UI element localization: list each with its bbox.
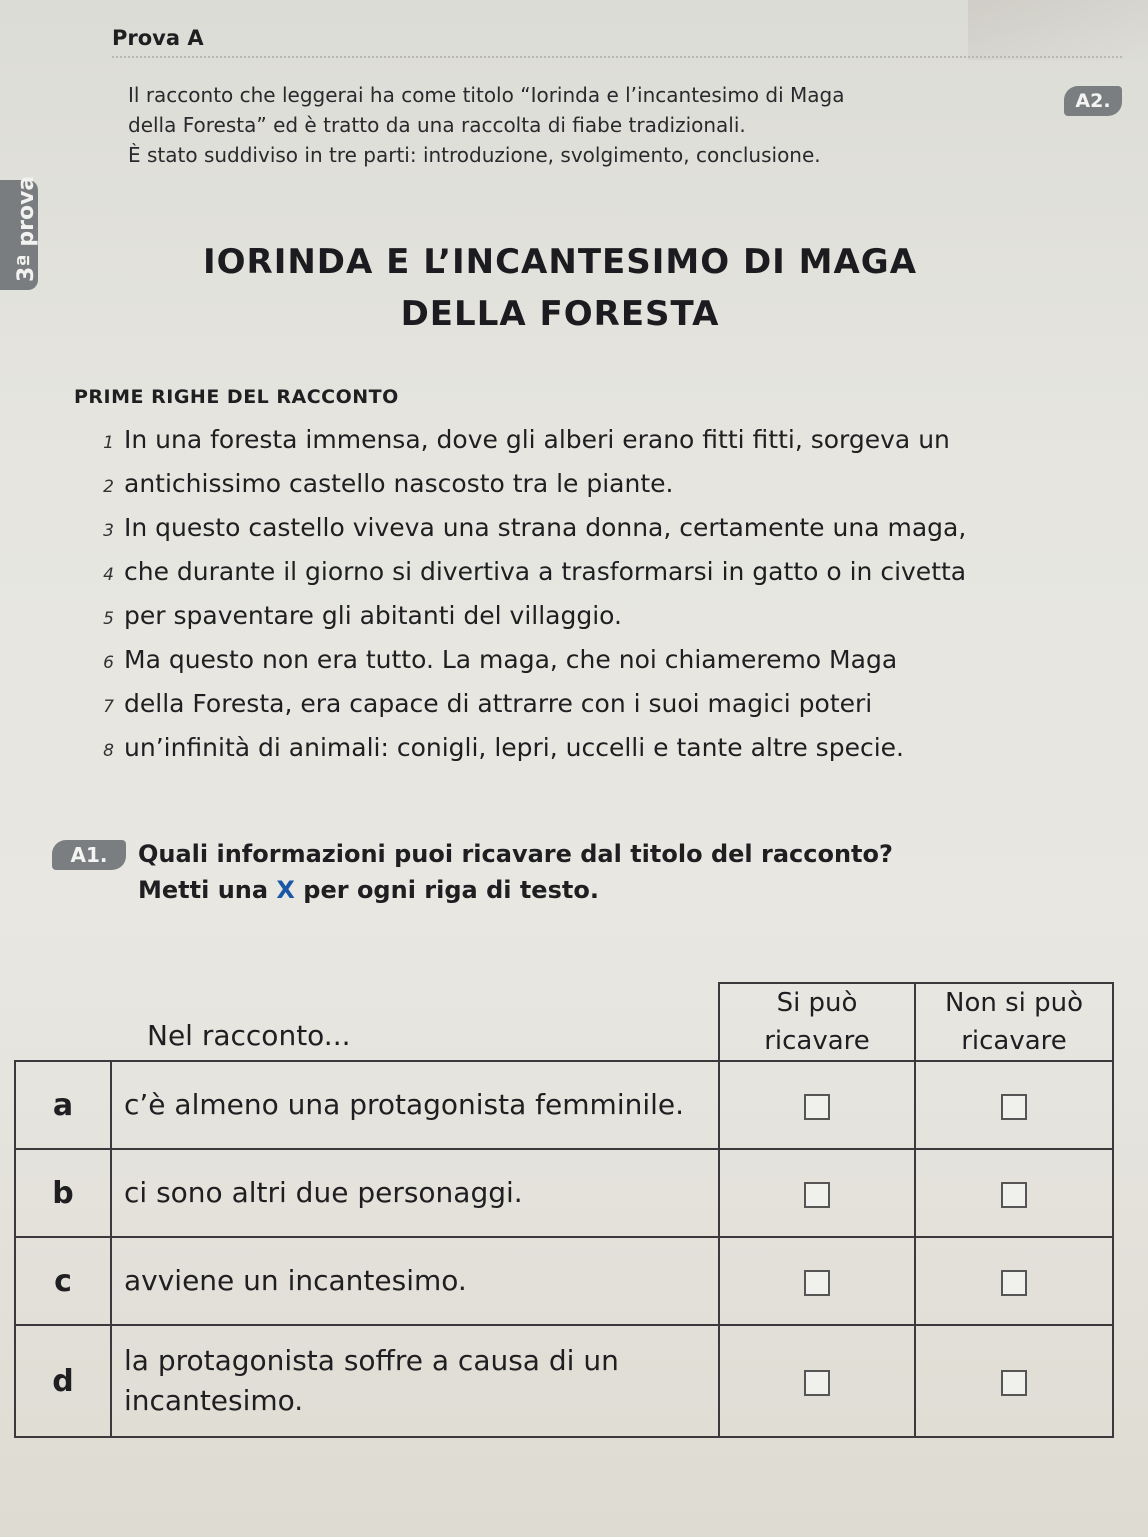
table-row	[15, 1061, 1113, 1149]
cell-no	[915, 1149, 1113, 1237]
table-header-row	[15, 983, 1113, 1061]
table-row	[15, 1325, 1113, 1437]
row-letter: b	[15, 1149, 111, 1237]
intro-paragraph	[128, 80, 998, 170]
line-number: 5	[103, 609, 114, 629]
checkbox-yes[interactable]	[804, 1370, 830, 1396]
question-post: per ogni riga di testo.	[303, 876, 599, 904]
cell-no	[915, 1061, 1113, 1149]
header-title: Prova A	[112, 26, 204, 50]
row-statement: la protagonista soffre a causa di un incantesimo.	[111, 1325, 719, 1437]
line-text: un’infinità di animali: conigli, lepri, uccelli e tante altre specie.	[124, 733, 904, 762]
row-letter: c	[15, 1237, 111, 1325]
cell-no	[915, 1325, 1113, 1437]
line-number: 6	[103, 653, 114, 673]
cell-yes	[719, 1061, 915, 1149]
line-number: 2	[103, 477, 114, 497]
cell-yes	[719, 1149, 915, 1237]
line-number: 8	[103, 741, 114, 761]
line-number: 1	[103, 433, 114, 453]
x-mark-icon: X	[276, 876, 295, 904]
row-letter: d	[15, 1325, 111, 1437]
intro-line: della Foresta” ed è tratto da una raccolta di fiabe tradizionali.	[128, 113, 746, 137]
line-number: 7	[103, 697, 114, 717]
row-statement: ci sono altri due personaggi.	[111, 1149, 719, 1237]
badge-a2: A2.	[1064, 86, 1122, 116]
story-lines	[78, 418, 1078, 770]
column-header-yes: Si può ricavare	[719, 983, 915, 1061]
page-fold-shadow	[968, 0, 1148, 60]
story-line	[78, 506, 1078, 550]
answer-table	[14, 982, 1114, 1438]
story-line	[78, 594, 1078, 638]
checkbox-yes[interactable]	[804, 1270, 830, 1296]
line-text: antichissimo castello nascosto tra le piante.	[124, 469, 674, 498]
checkbox-yes[interactable]	[804, 1094, 830, 1120]
row-statement: avviene un incantesimo.	[111, 1237, 719, 1325]
story-line	[78, 418, 1078, 462]
line-text: della Foresta, era capace di attrarre con i suoi magici poteri	[124, 689, 873, 718]
checkbox-no[interactable]	[1001, 1182, 1027, 1208]
header-rule	[112, 56, 1122, 58]
question-prompt	[138, 836, 893, 908]
checkbox-no[interactable]	[1001, 1270, 1027, 1296]
line-text: In questo castello viveva una strana donna, certamente una maga,	[124, 513, 967, 542]
line-text: Ma questo non era tutto. La maga, che noi chiameremo Maga	[124, 645, 898, 674]
checkbox-yes[interactable]	[804, 1182, 830, 1208]
story-title-line1: IORINDA E L’INCANTESIMO DI MAGA	[202, 242, 918, 282]
table-header-main: Nel racconto...	[15, 983, 719, 1061]
side-tab-label: 3ª prova	[14, 175, 39, 282]
section-heading: PRIME RIGHE DEL RACCONTO	[74, 386, 399, 408]
cell-no	[915, 1237, 1113, 1325]
story-line	[78, 726, 1078, 770]
line-text: In una foresta immensa, dove gli alberi erano fitti fitti, sorgeva un	[124, 425, 950, 454]
table-row	[15, 1237, 1113, 1325]
story-line	[78, 638, 1078, 682]
line-text: che durante il giorno si divertiva a trasformarsi in gatto o in civetta	[124, 557, 967, 586]
question-line2	[138, 872, 893, 908]
line-text: per spaventare gli abitanti del villaggio.	[124, 601, 622, 630]
line-number: 4	[103, 565, 114, 585]
table-row	[15, 1149, 1113, 1237]
story-line	[78, 462, 1078, 506]
badge-a1: A1.	[52, 840, 126, 870]
row-statement: c’è almeno una protagonista femminile.	[111, 1061, 719, 1149]
intro-line: Il racconto che leggerai ha come titolo “Iorinda e l’incantesimo di Maga	[128, 83, 845, 107]
question-line1: Quali informazioni puoi ricavare dal titolo del racconto?	[138, 840, 893, 868]
cell-yes	[719, 1237, 915, 1325]
checkbox-no[interactable]	[1001, 1370, 1027, 1396]
story-title-line2: DELLA FORESTA	[400, 294, 720, 334]
line-number: 3	[103, 521, 114, 541]
cell-yes	[719, 1325, 915, 1437]
question-pre: Metti una	[138, 876, 269, 904]
story-line	[78, 550, 1078, 594]
row-letter: a	[15, 1061, 111, 1149]
checkbox-no[interactable]	[1001, 1094, 1027, 1120]
intro-line: È stato suddiviso in tre parti: introduzione, svolgimento, conclusione.	[128, 143, 821, 167]
column-header-no: Non si può ricavare	[915, 983, 1113, 1061]
story-line	[78, 682, 1078, 726]
